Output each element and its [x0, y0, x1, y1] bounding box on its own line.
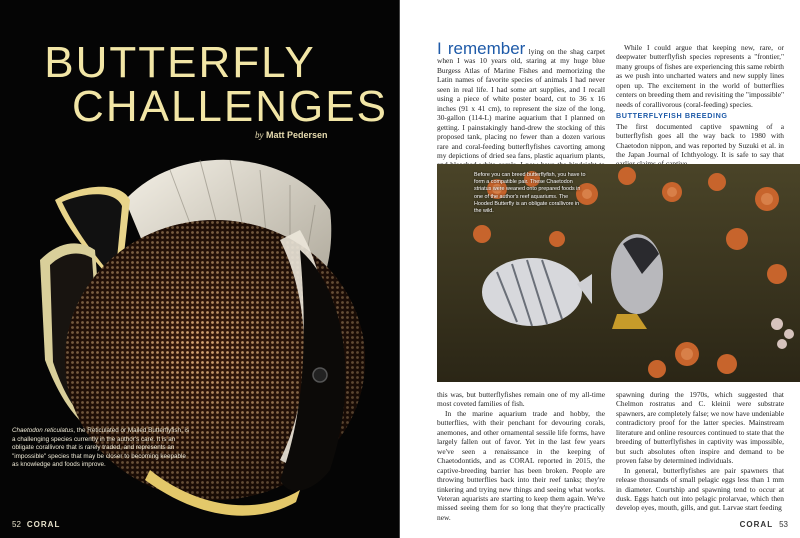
cover-photo-caption — [12, 427, 192, 470]
opening-paragraph — [437, 39, 605, 179]
paragraph: In the marine aquarium trade and hobby, the butterflies, with their penchant for devouring corals, anemones, and other ornamental sessile life forms, have largely fallen out of favor. Yet in the last few years we've seen a renaissance in the keeping of Chaetodontids, and as CORAL reported in 2015, the captive-breeding barrier has been broken. People are throwing butterflies back into their reef tanks; they're tinkering and trying new things and seeing what works. Veteran aquarists are starting to keep them again. We've missed seeing them for so long that they're practically new. — [437, 408, 605, 522]
byline-prefix: by — [255, 130, 264, 140]
section-subhead: BUTTERFLYFISH BREEDING — [616, 111, 728, 121]
page-number-left: 52 — [12, 520, 21, 529]
drop-cap-lead: I remember — [437, 39, 526, 58]
paragraph: While I could argue that keeping new, rare, or deepwater butterflyfish species represents a "frontier," many groups of fishes are experiencing this same rebirth as we push into uncharted waters and new supply lines open up. The excitement in the world of butterflies centers on breeding them and revisiting the "impossible" needs of corallivorous (coral-feeding) species. — [616, 43, 784, 109]
byline-author: Matt Pedersen — [266, 130, 328, 140]
column-1 — [437, 39, 605, 179]
byline — [255, 130, 328, 140]
column-3 — [437, 390, 605, 522]
opening-text: lying on the shag carpet when I was 10 years old, staring at my huge blue Burgess Atlas of Marine Fishes and memorizing the Latin names of favorite species of animals I had never seen in real life. I had some art supplies, and I recall using a piece of white poster board, cut to 36 x 16 inches (91 x 41 cm), to represent the size of the long, 30-gallon (114-L) marine aquarium that I planned on getting. I painstakingly hand-drew the stocking of this proposed tank, placing no fewer than a dozen various rare and coral-feeding butterflyfishes cavorting among my depictions of dried sea fans, plastic aquarium plants, — [437, 47, 605, 160]
magazine-name-right: CORAL — [739, 520, 774, 529]
column-2 — [616, 43, 784, 169]
title-line-2: CHALLENGES — [72, 82, 388, 131]
magazine-name-left: CORAL — [26, 520, 61, 529]
butterflyfish-photo — [0, 140, 400, 530]
folio-left — [12, 520, 60, 529]
title-line-1: BUTTERFLY — [44, 38, 316, 87]
paragraph: The first documented captive spawning of a butterflyfish goes all the way back to 1980 with Chaetodon nippon, and was reported by Suzuki et al. in the Japan Journal of Ichthyology. It is safe to say that — [616, 121, 784, 159]
folio-right — [740, 520, 788, 529]
reef-photo-caption: Before you can breed butterflyfish, you have to form a compatible pair. These Chaetodon striatus were weaned onto prepared foods in one of the author's reef aquariums. The Hooded Butterfly is an obligate corallivore in the wild. — [474, 172, 586, 215]
paragraph: this was, but butterflyfishes remain one of my all-time most coveted families of fish. — [437, 390, 605, 409]
column-4 — [616, 390, 784, 513]
page-number-right: 53 — [779, 520, 788, 529]
right-page — [400, 0, 800, 538]
caption-species: Chaetodon reticulatus — [12, 427, 74, 434]
paragraph: spawning during the 1970s, which suggested that Chelmon rostratus and C. kleinii were substrate spawners, are completely false; we now have undeniable contradictory proof for the latter species. Mainstream literature and online resources continued to state that the breeding of butterflyfishes in captivity was impossible, but such absolutes often inspire and demand to be proven false by determined individuals. — [616, 390, 784, 466]
paragraph: In general, butterflyfishes are pair spawners that release thousands of small pelagic eggs less than 1 mm in diameter. Courtship and spawning tend to occur at dusk. Eggs hatch out into pelagic prolarvae, which then develop eyes, mouth, gills, and gut. Larvae start feeding — [616, 465, 784, 513]
caption-text: , the Reticulated or Mailed Butterflyfish, is a challenging species currently in the author's care. It is an obligate corallivore that is rarely traded, and represents an "impossible" species that may be closer to becoming keepable as knowledge and foods improve. — [12, 427, 190, 469]
